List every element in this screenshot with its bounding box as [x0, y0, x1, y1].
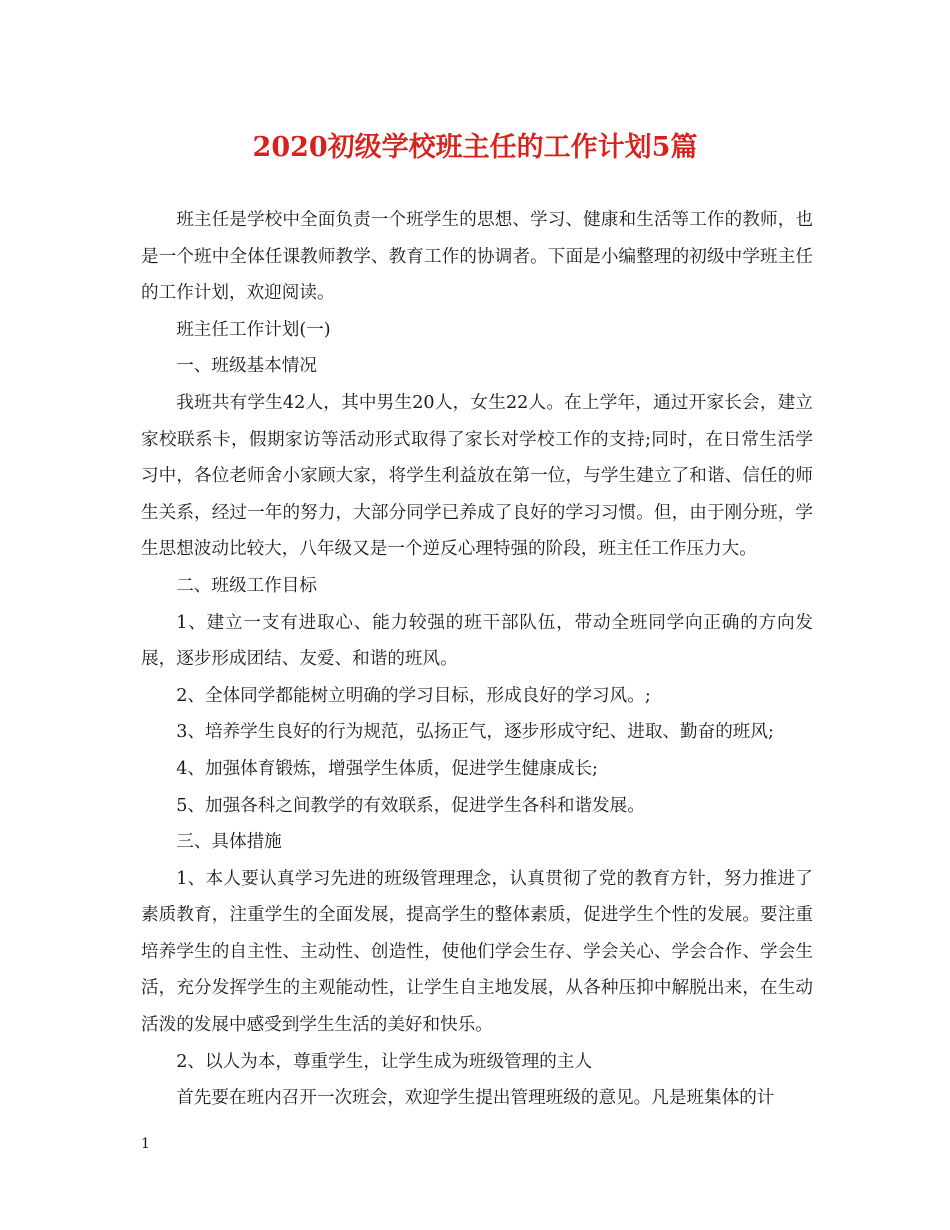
intro-paragraph: 班主任是学校中全面负责一个班学生的思想、学习、健康和生活等工作的教师，也是一个班中全体任课教师教学、教育工作的协调者。下面是小编整理的初级中学班主任的工作计划，欢迎阅读。	[141, 210, 813, 304]
goal-item-1: 1、建立一支有进取心、能力较强的班干部队伍，带动全班同学向正确的方向发展，逐步形成团结、友爱、和谐的班风。	[141, 612, 813, 670]
goal-item-4: 4、加强体育锻炼，增强学生体质，促进学生健康成长;	[176, 758, 598, 779]
goal-item-3: 3、培养学生良好的行为规范，弘扬正气，逐步形成守纪、进取、勤奋的班风;	[176, 722, 774, 743]
class-situation-paragraph: 我班共有学生42人，其中男生20人，女生22人。在上学年，通过开家长会，建立家校联系卡，假期家访等活动形式取得了家长对学校工作的支持;同时，在日常生活学习中，各位老师舍小家顾大家，将学生利益放在第一位，与学生建立了和谐、信任的师生关系，经过一年的努力，大部分同学已养成了良好的学习习惯。但，由于刚分班，学生思想波动比较大，八年级又是一个逆反心理特强的阶段，班主任工作压力大。	[141, 392, 813, 560]
goal-item-5: 5、加强各科之间教学的有效联系，促进学生各科和谐发展。	[176, 795, 645, 816]
section-heading-goals: 二、班级工作目标	[176, 575, 317, 596]
goal-item-2: 2、全体同学都能树立明确的学习目标，形成良好的学习风。;	[176, 685, 651, 706]
document-body	[141, 202, 813, 1117]
section-heading-basic-info: 一、班级基本情况	[176, 356, 317, 377]
measure-item-2-detail: 首先要在班内召开一次班会，欢迎学生提出管理班级的意见。凡是班集体的计	[176, 1088, 775, 1109]
plan-heading: 班主任工作计划(一)	[176, 319, 331, 340]
document-title: 2020初级学校班主任的工作计划5篇	[252, 132, 698, 163]
measure-item-1: 1、本人要认真学习先进的班级管理理念，认真贯彻了党的教育方针，努力推进了素质教育，注重学生的全面发展，提高学生的整体素质，促进学生个性的发展。要注重培养学生的自主性、主动性、创造性，使他们学会生存、学会关心、学会合作、学会生活，充分发挥学生的主观能动性，让学生自主地发展，从各种压抑中解脱出来，在生动活泼的发展中感受到学生生活的美好和快乐。	[141, 868, 813, 1036]
measure-item-2: 2、以人为本，尊重学生，让学生成为班级管理的主人	[176, 1051, 593, 1072]
page-number: 1	[141, 1136, 150, 1152]
section-heading-measures: 三、具体措施	[176, 832, 282, 853]
